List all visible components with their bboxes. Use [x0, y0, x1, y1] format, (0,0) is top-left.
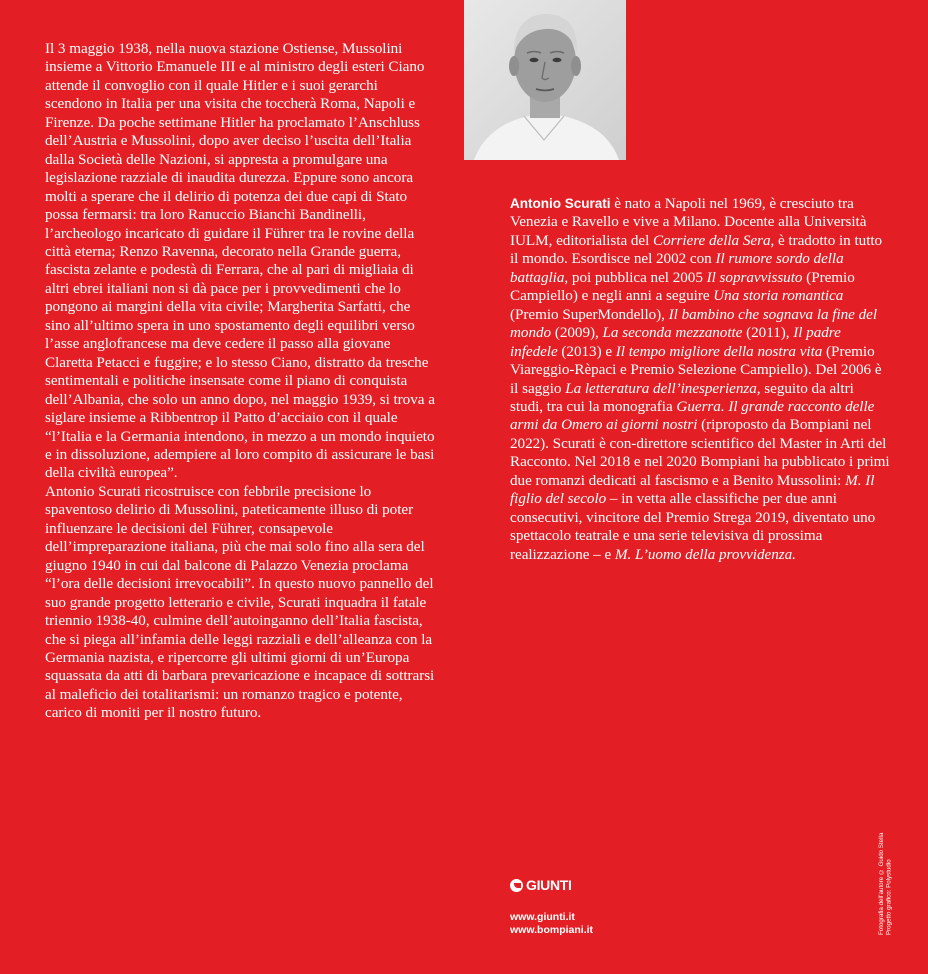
bio-text: (2013) e [557, 342, 616, 360]
photo-credit-line: Fotografia dell’autore © Guido Stella [878, 832, 885, 935]
bio-title: M. Il figlio del secolo [510, 471, 875, 508]
bio-title: Il bambino che sognava la fine del mondo [510, 305, 878, 342]
bio-text: , seguito da altri studi, tra cui la monografia [510, 379, 854, 415]
publisher-urls [510, 911, 593, 937]
bio-text: (riproposto da Bompiani nel 2022). Scurati è con-direttore scientifico del Master in Arti del Racconto. Nel 2018 e nel 2020 Bompiani ha pubblicato i primi due romanzi dedicati al fascismo e a Benito Mussolini: [510, 416, 890, 489]
blurb-text [45, 40, 435, 723]
author-name: Antonio Scurati [510, 196, 611, 211]
photo-credit-line: Progetto grafico: Polystudio [885, 859, 893, 935]
bio-text: , è tradotto in tutto il mondo. Esordisce nel 2002 con [510, 231, 883, 268]
bio-text: – in vetta alle classifiche per due anni consecutivi, vincitore del Premio Strega 2019, diventato uno spettacolo teatrale e una serie televisiva di prossima realizzazione – e [510, 490, 876, 563]
bio-title: Il padre infedele [510, 324, 841, 360]
photo-credit [878, 815, 898, 935]
publisher-url-link[interactable]: www.giunti.it [510, 911, 575, 923]
bio-title: Il tempo migliore della nostra vita [615, 342, 823, 360]
bio-text: (Premio SuperMondello), [510, 305, 669, 323]
publisher-block [510, 877, 593, 937]
bio-title: La seconda mezzanotte [602, 324, 743, 342]
author-photo [464, 0, 626, 160]
bio-text: (Premio Campiello) e negli anni a seguire [510, 268, 855, 305]
bio-title: Il sopravvissuto [706, 268, 803, 286]
blurb-paragraph: Il 3 maggio 1938, nella nuova stazione Ostiense, Mussolini insieme a Vittorio Emanuele III e al ministro degli esteri Ciano attende il convoglio con il quale Hitler e i suoi gerarchi scendono in Italia per una visita che toccherà Roma, Napoli e Firenze. Da poche settimane Hitler ha proclamato l’Anschluss dell’Austria e Mussolini, dopo aver deciso l’uscita dell’Italia dalla Società delle Nazioni, si appresta a promulgare una legislazione razziale di inaudita durezza. Eppure sono ancora molti a sperare che il delirio di potenza dei due capi di Stato possa fermarsi: tra loro Ranuccio Bianchi Bandinelli, l’archeologo incaricato di guidare il Führer tra le rovine della città eterna; Renzo Ravenna, decorato nella Grande guerra, fascista zelante e podestà di Ferrara, che al pari di migliaia di altri ebrei italiani non si dà pace per i provvedimenti che lo pongono ai margini della vita civile; Margherita Sarfatti, che sino all’ultimo spera in uno spostamento degli equilibri verso l’asse anglofrancese ma deve cedere il passo alla giovane Claretta Petacci e fuggire; e lo stesso Ciano, distratto da tresche sentimentali e politiche insensate come il piano di conquista dell’Albania, che solo un anno dopo, nel maggio 1939, si trova a siglare insieme a Ribbentrop il Patto d’acciaio con il quale “l’Italia e la Germania intendono, in mezzo a un mondo inquieto e in dissoluzione, adempiere al loro compito di assicurare le basi della civiltà europea”. [45, 40, 435, 482]
giunti-logo-icon [510, 879, 523, 892]
bio-text: (2011), [742, 324, 794, 342]
bio-text: , poi pubblica nel 2005 [564, 268, 707, 286]
bio-title: Una storia romantica [713, 287, 844, 305]
bio-text: (2009), [551, 324, 603, 342]
blurb-paragraph: Antonio Scurati ricostruisce con febbrile precisione lo spaventoso delirio di Mussolini, pateticamente illuso di poter influenzare le decisioni del Führer, consapevole dell’impreparazione italiana, più che mai solo fino alla sera del giugno 1940 in cui dal balcone di Palazzo Venezia proclama “l’ora delle decisioni irrevocabili”. In questo nuovo pannello del suo grande progetto letterario e civile, Scurati inquadra il fatale triennio 1938-40, culmine dell’autoinganno dell’Italia fascista, che si piega all’infamia delle leggi razziali e dell’alleanza con la Germania nazista, e ripercorre gli ultimi giorni di un’Europa squassata da atti di barbara prevaricazione e incapace di sottrarsi al maleficio dei totalitarismi: un romanzo tragico e potente, carico di moniti per il nostro futuro. [45, 482, 435, 722]
bio-title: M. L’uomo della provvidenza. [614, 545, 796, 563]
bio-title: Guerra. Il grande racconto delle armi da Omero ai giorni nostri [510, 397, 875, 434]
bio-title: La letteratura dell’inesperienza [565, 379, 757, 397]
publisher-url-link[interactable]: www.bompiani.it [510, 924, 594, 936]
bio-title: Corriere della Sera [653, 231, 771, 249]
bio-text: (Premio Viareggio-Rèpaci e Premio Selezione Campiello). Del 2006 è il saggio [510, 342, 882, 397]
publisher-logo-text: GIUNTI [526, 877, 572, 893]
author-bio [510, 195, 890, 564]
bio-text: è nato a Napoli nel 1969, è cresciuto tra Venezia e Ravello e vive a Milano. Docente alla Università IULM, editorialista del [510, 195, 867, 249]
publisher-logo [510, 877, 593, 893]
bio-title: Il rumore sordo della battaglia [510, 250, 844, 286]
